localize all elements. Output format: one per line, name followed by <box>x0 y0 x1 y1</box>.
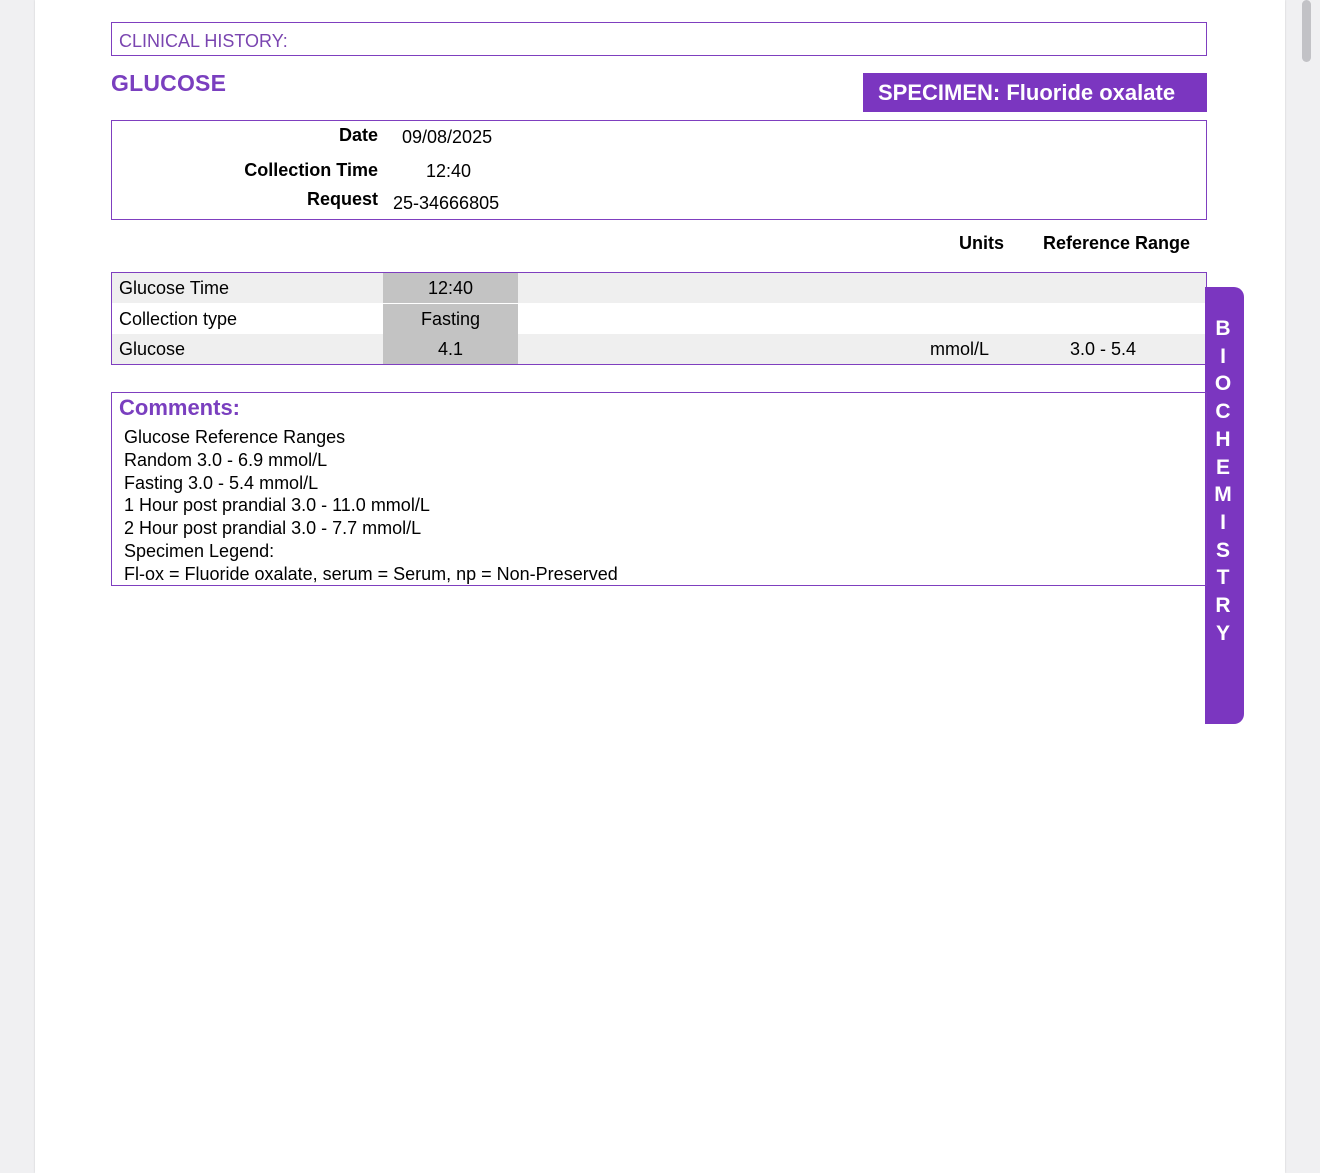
date-label: Date <box>338 125 378 145</box>
side-tab-letter: M <box>1214 483 1232 507</box>
comment-line: 1 Hour post prandial 3.0 - 11.0 mmol/L <box>124 495 430 516</box>
table-row <box>112 334 1206 364</box>
comment-line: Fl-ox = Fluoride oxalate, serum = Serum, np = Non-Preserved <box>124 563 618 584</box>
side-tab-letter: C <box>1215 400 1231 424</box>
report-title: GLUCOSE <box>111 70 227 96</box>
biochemistry-side-tab <box>1205 287 1244 724</box>
side-tab-letter: I <box>1220 344 1226 368</box>
side-tab-letter: I <box>1220 510 1226 534</box>
clinical-history-label: CLINICAL HISTORY: <box>119 31 288 51</box>
clinical-history-box <box>111 22 1207 56</box>
date-value: 09/08/2025 <box>402 127 493 147</box>
side-tab-letter: T <box>1216 566 1230 590</box>
test-units: mmol/L <box>930 339 990 359</box>
scrollbar-track[interactable] <box>1298 0 1320 1173</box>
table-row <box>112 273 1206 303</box>
specimen-badge: SPECIMEN: Fluoride oxalate <box>863 73 1207 112</box>
reference-range-column-header: Reference Range <box>1043 233 1191 253</box>
side-tab-letter: B <box>1215 317 1231 340</box>
request-label: Request <box>306 189 378 209</box>
side-tab-letter: Y <box>1215 621 1230 645</box>
units-column-header: Units <box>959 233 1004 253</box>
test-value: Fasting <box>383 304 518 334</box>
side-tab-letter: R <box>1215 594 1231 618</box>
test-value: 4.1 <box>383 334 518 364</box>
results-table <box>111 272 1207 365</box>
test-name: Glucose Time <box>119 278 230 298</box>
comment-line: Glucose Reference Ranges <box>124 427 346 447</box>
test-value: 12:40 <box>383 273 518 303</box>
side-tab-letter: E <box>1215 455 1230 479</box>
side-tab-letter: S <box>1215 538 1230 562</box>
comment-line: Fasting 3.0 - 5.4 mmol/L <box>124 472 319 493</box>
scrollbar-thumb[interactable] <box>1302 0 1311 62</box>
request-value: 25-34666805 <box>393 193 500 213</box>
table-row <box>112 304 1206 334</box>
test-range: 3.0 - 5.4 <box>1070 339 1137 359</box>
side-tab-letter: H <box>1215 427 1231 451</box>
side-tab-letter: O <box>1214 372 1232 396</box>
side-tab-label <box>1205 315 1241 647</box>
comments-heading: Comments: <box>119 395 241 420</box>
comments-box <box>111 392 1207 586</box>
test-name: Collection type <box>119 309 238 329</box>
collection-time-value: 12:40 <box>426 161 472 181</box>
comment-line: Random 3.0 - 6.9 mmol/L <box>124 449 328 470</box>
request-info-box <box>111 120 1207 220</box>
comment-line: 2 Hour post prandial 3.0 - 7.7 mmol/L <box>124 518 422 539</box>
comment-line: Specimen Legend: <box>124 540 275 561</box>
collection-time-label: Collection Time <box>244 160 378 180</box>
comments-lines <box>124 426 618 586</box>
test-name: Glucose <box>119 339 186 359</box>
